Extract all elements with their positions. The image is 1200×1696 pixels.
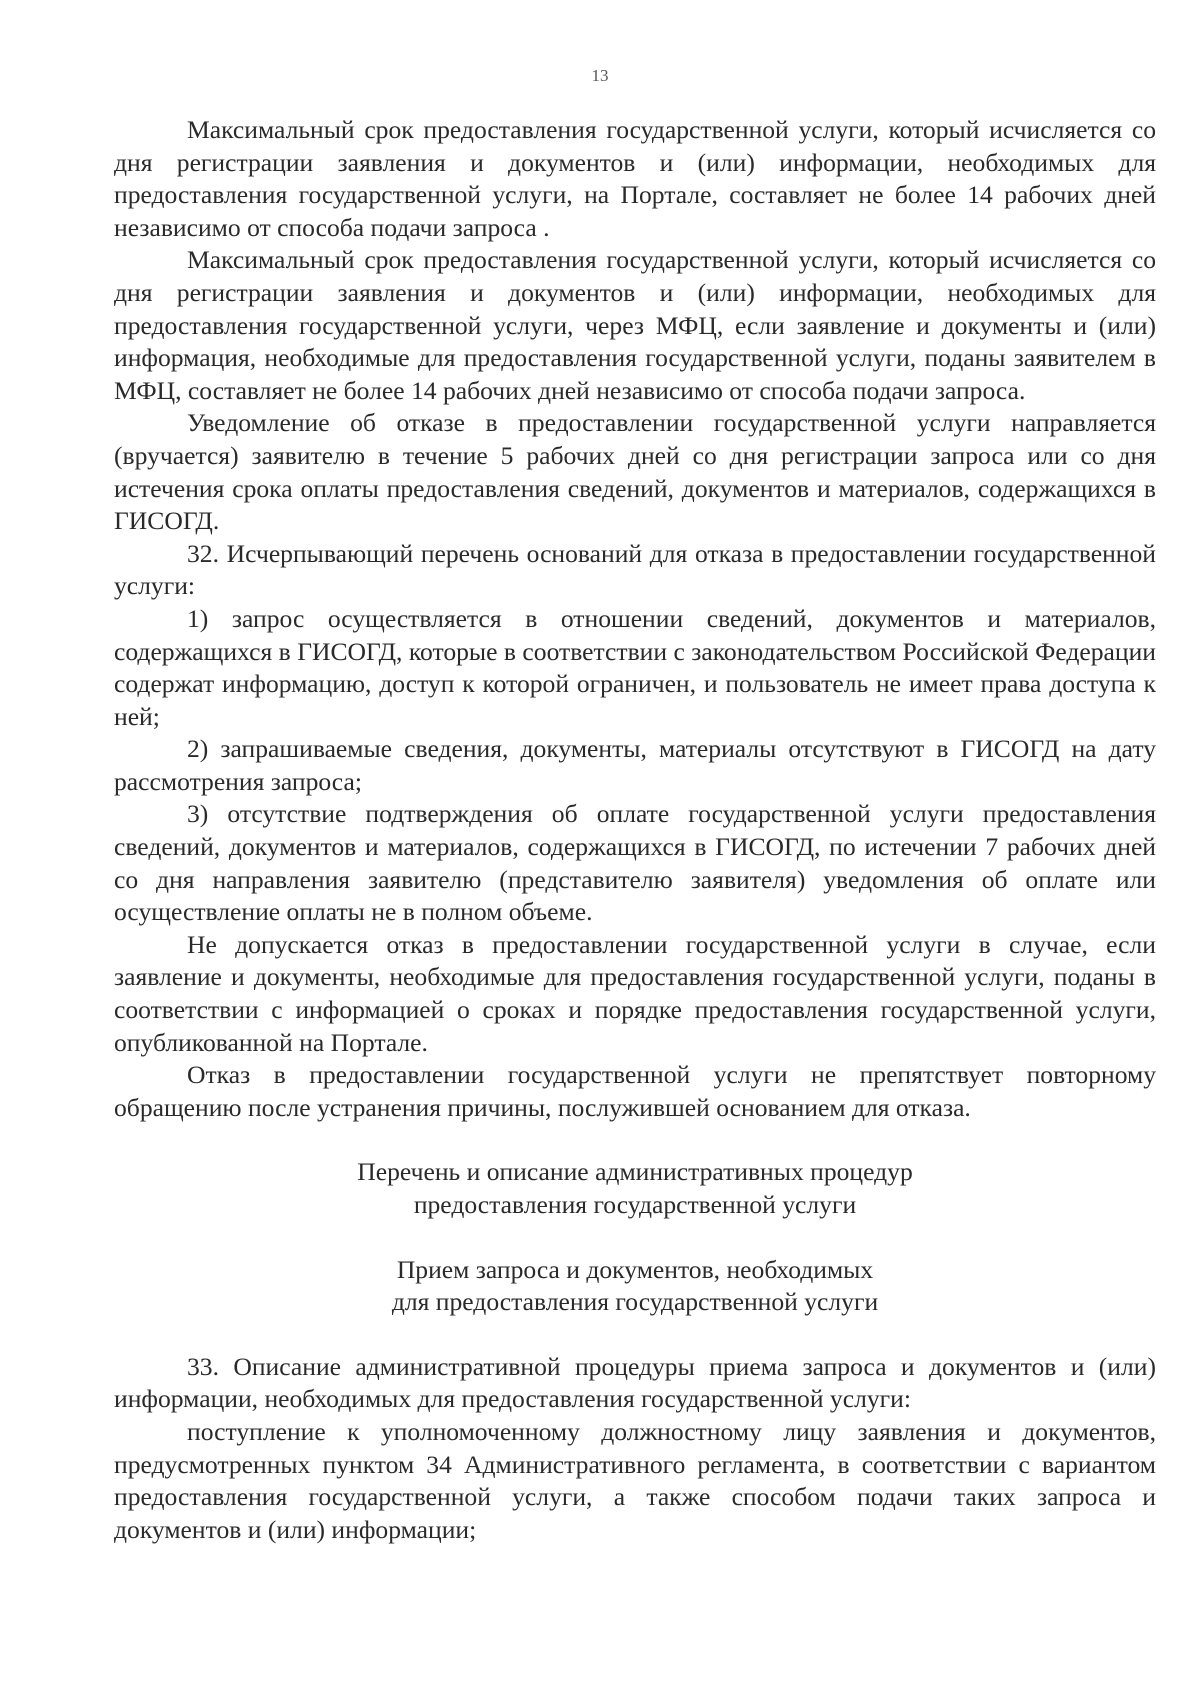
section-heading-line: предоставления государственной услуги (413, 1190, 857, 1219)
paragraph-refusal-notice: Уведомление об отказе в предоставлении государственной услуги направляется (вручается) заявителю в течение 5 рабочих дней со дня регистрации запроса или со дня истечения срока оплаты предоставления сведений, документов и материалов, содержащихся в ГИСОГД. (114, 408, 1156, 536)
list-item-ground-1: 1) запрос осуществляется в отношении сведений, документов и материалов, содержащихся в ГИСОГД, которые в соответствии с законодательством Российской Федерации содержат информацию, доступ к которой ограничен, и пользователь не имеет права доступа к ней; (114, 603, 1156, 731)
list-item-ground-2: 2) запрашиваемые сведения, документы, материалы отсутствуют в ГИСОГД на дату рассмотрения запроса; (114, 734, 1156, 796)
paragraph-32-refusal-grounds: 32. Исчерпывающий перечень оснований для отказа в предоставлении государственной услуги: (114, 538, 1156, 601)
document-body (114, 114, 1156, 1546)
section-heading-procedures (114, 1156, 1156, 1221)
paragraph-max-term-portal: Максимальный срок предоставления государственной услуги, который исчисляется со дня регистрации заявления и документов и (или) информации, необходимых для предоставления государственной услуги, на Портале, составляет не более 14 рабочих дней независимо от способа подачи запроса . (114, 115, 1156, 242)
paragraph-refusal-not-allowed: Не допускается отказ в предоставлении государственной услуги в случае, если заявление и документы, необходимые для предоставления государственной услуги, поданы в соответствии с информацией о сроках и порядке предоставления государственной услуги, опубликованной на Портале. (114, 929, 1156, 1057)
section-heading-line: Перечень и описание административных процедур (357, 1157, 913, 1187)
page-number: 13 (591, 66, 609, 85)
paragraph-33-procedure: 33. Описание административной процедуры приема запроса и документов и (или) информации, необходимых для предоставления государственной услуги: (114, 1351, 1156, 1414)
section-heading-line: Прием запроса и документов, необходимых (396, 1254, 874, 1284)
section-heading-reception (114, 1254, 1156, 1319)
paragraph-repeat-request: Отказ в предоставлении государственной услуги не препятствует повторному обращению после устранения причины, послужившей основанием для отказа. (114, 1060, 1156, 1122)
paragraph-receipt-of-documents: поступление к уполномоченному должностному лицу заявления и документов, предусмотренных пунктом 34 Административного регламента, в соответствии с вариантом предоставления государственной услуги, а также способом подачи таких запроса и документов и (или) информации; (114, 1416, 1156, 1544)
list-item-ground-3: 3) отсутствие подтверждения об оплате государственной услуги предоставления сведений, документов и материалов, содержащихся в ГИСОГД, по истечении 7 рабочих дней со дня направления заявителю (представителю заявителя) уведомления об оплате или осуществление оплаты не в полном объеме. (114, 799, 1156, 927)
paragraph-max-term-mfc: Максимальный срок предоставления государственной услуги, который исчисляется со дня регистрации заявления и документов и (или) информации, необходимых для предоставления государственной услуги, через МФЦ, если заявление и документы и (или) информация, необходимые для предоставления государственной услуги, поданы заявителем в МФЦ, составляет не более 14 рабочих дней независимо от способа подачи запроса. (114, 245, 1156, 405)
section-heading-line: для предоставления государственной услуги (391, 1287, 879, 1317)
